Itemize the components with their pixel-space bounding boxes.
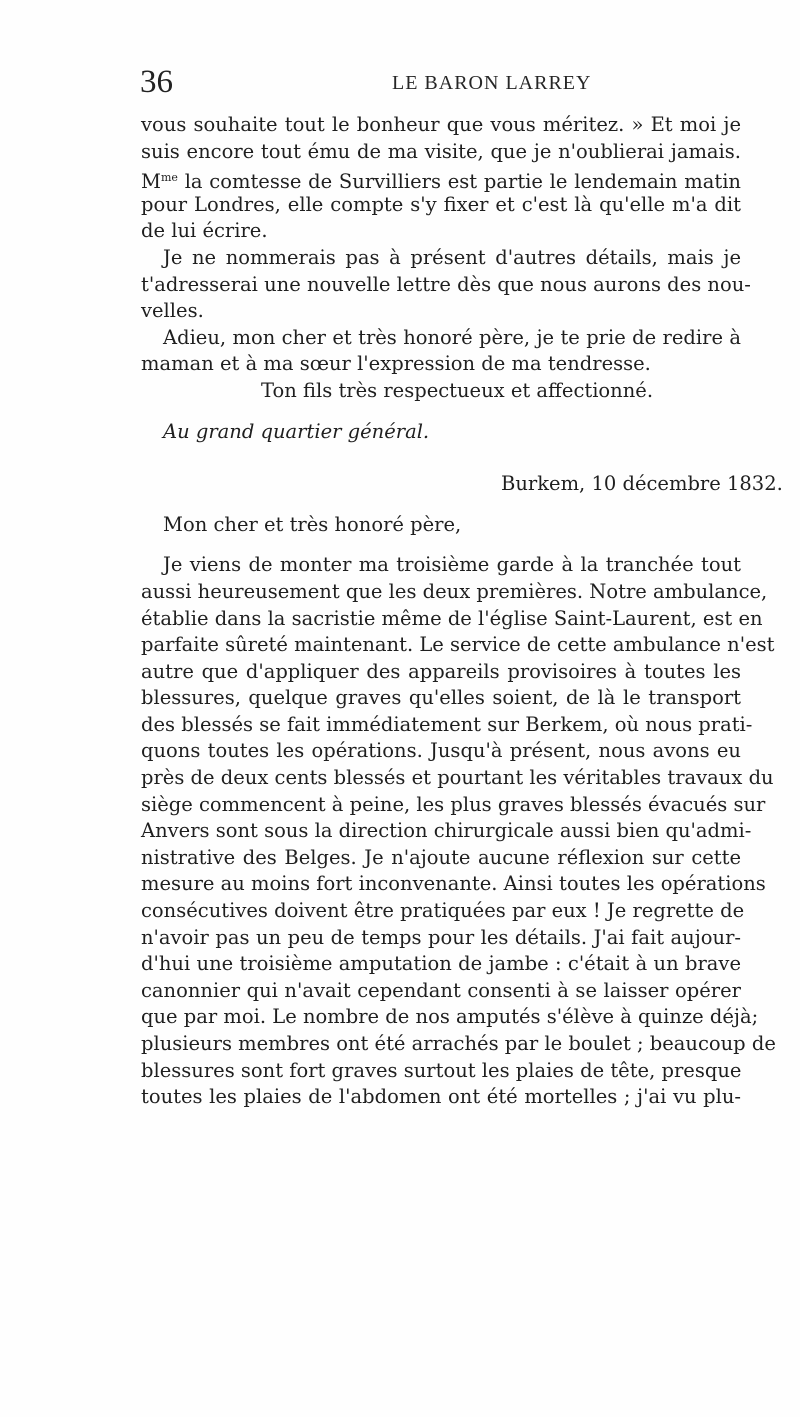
text-line: canonnier qui n'avait cependant consenti à se laisser opérer [141,978,741,1002]
text-line: Anvers sont sous la direction chirurgicale aussi bien qu'admi- [141,819,752,843]
text-line: Je viens de monter ma troisième garde à la tranchée tout [163,553,741,577]
salutation: Mon cher et très honoré père, [163,512,462,536]
spacer [141,405,741,419]
closing-line: Ton fils très respectueux et affectionné. [261,378,654,402]
text-line: nistrative des Belges. Je n'ajoute aucune réflexion sur cette [141,845,741,869]
text-line: siège commencent à peine, les plus graves blessés évacués sur [141,792,766,816]
text-line-with-title [141,165,741,192]
text-line: suis encore tout ému de ma visite, que je n'oublierai jamais. [141,139,741,163]
text-line: des blessés se fait immédiatement sur Berkem, où nous prati- [141,712,753,736]
text-line: velles. [141,299,204,323]
page-number: 36 [140,64,173,100]
text-line: que par moi. Le nombre de nos amputés s'élève à quinze déjà; [141,1005,759,1029]
text-line: pour Londres, elle compte s'y fixer et c'est là qu'elle m'a dit [141,192,741,216]
spacer [141,498,741,512]
text-line: établie dans la sacristie même de l'église Saint-Laurent, est en [141,606,763,630]
text-line: d'hui une troisième amputation de jambe : c'était à un brave [141,952,741,976]
location-line: Au grand quartier général. [163,419,430,443]
title-superscript: me [160,171,178,185]
text-line: autre que d'appliquer des appareils provisoires à toutes les [141,659,741,683]
text-line: n'avoir pas un peu de temps pour les détails. J'ai fait aujour- [141,925,741,949]
text-line: de lui écrire. [141,219,268,243]
running-head: LE BARON LARREY [392,72,592,94]
text-line: vous souhaite tout le bonheur que vous méritez. » Et moi je [141,113,741,136]
text-line: blessures, quelque graves qu'elles soient, de là le transport [141,686,741,710]
title-abbrev: M [141,170,161,194]
text-line: plusieurs membres ont été arrachés par le boulet ; beaucoup de [141,1032,776,1055]
dateline: Burkem, 10 décembre 1832. [501,472,783,496]
text-line: toutes les plaies de l'abdomen ont été mortelles ; j'ai vu plu- [141,1085,741,1109]
page-header [140,62,740,102]
text-fragment: la comtesse de Survilliers est partie le lendemain matin [184,170,741,194]
text-line: t'adresserai une nouvelle lettre dès que nous aurons des nou- [141,272,751,296]
spacer [141,538,741,552]
text-line: mesure au moins fort inconvenante. Ainsi toutes les opérations [141,872,766,896]
text-line: maman et à ma sœur l'expression de ma tendresse. [141,352,651,376]
text-line: Je ne nommerais pas à présent d'autres détails, mais je [163,245,741,269]
text-line: aussi heureusement que les deux premières. Notre ambulance, [141,579,768,603]
body-text [141,112,783,1111]
spacer [141,445,741,471]
text-line: quons toutes les opérations. Jusqu'à présent, nous avons eu [141,739,741,763]
text-line: près de deux cents blessés et pourtant les véritables travaux du [141,766,774,790]
text-line: parfaite sûreté maintenant. Le service de cette ambulance n'est [141,633,775,657]
text-line: consécutives doivent être pratiquées par eux ! Je regrette de [141,899,745,923]
text-line: blessures sont fort graves surtout les plaies de tête, presque [141,1058,742,1082]
text-line: Adieu, mon cher et très honoré père, je te prie de redire à [163,325,741,349]
